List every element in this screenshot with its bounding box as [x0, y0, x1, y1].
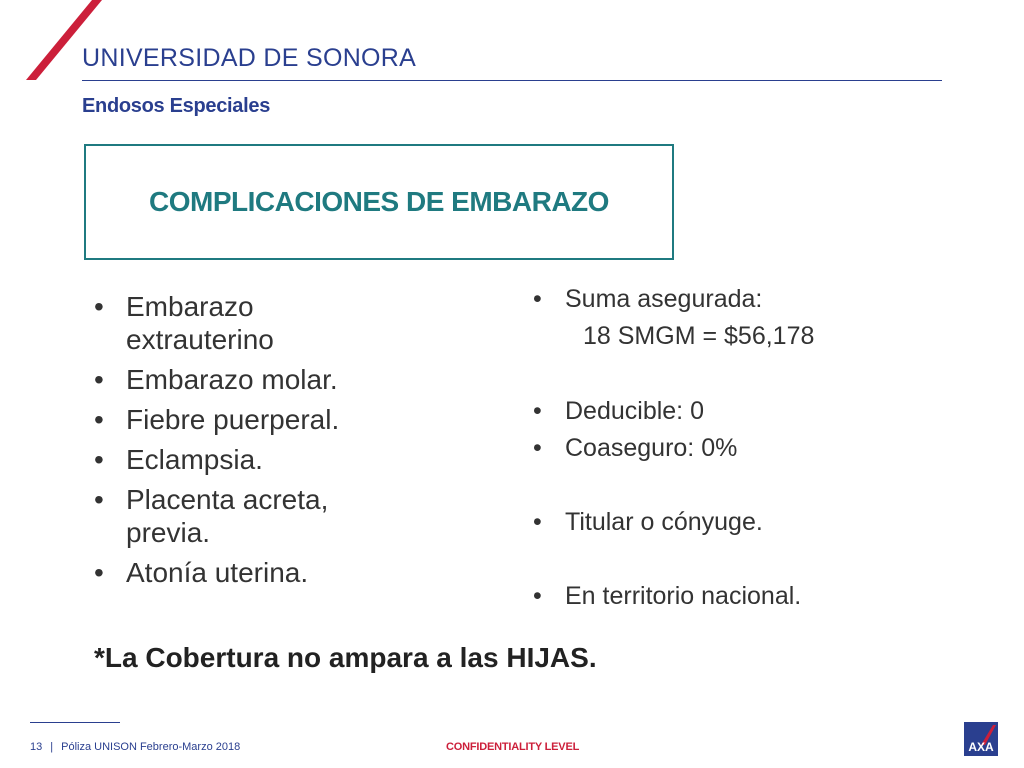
deductible-item: • Deducible: 0 [533, 397, 704, 425]
footer-divider [30, 722, 120, 723]
list-item: • Embarazo extrauterino [94, 290, 386, 356]
footer-info [30, 741, 248, 753]
header-subtitle: Endosos Especiales [82, 95, 271, 117]
list-item: • Atonía uterina. [94, 556, 424, 589]
deductible-text: Deducible: 0 [565, 397, 704, 425]
sum-insured-value: 18 SMGM = $56,178 [583, 322, 815, 350]
section-title-box [84, 144, 674, 260]
header-title: UNIVERSIDAD DE SONORA [82, 44, 417, 72]
svg-text:AXA: AXA [968, 740, 994, 754]
territory-item: • En territorio nacional. [533, 582, 802, 610]
holder-text: Titular o cónyuge. [565, 508, 763, 536]
territory-text: En territorio nacional. [565, 582, 802, 610]
axa-logo-icon [964, 722, 998, 756]
footer-separator: | [50, 741, 54, 753]
sum-insured-label: Suma asegurada: [565, 285, 763, 313]
section-title: COMPLICACIONES DE EMBARAZO [149, 186, 609, 217]
sum-insured-item: • Suma asegurada: [533, 285, 763, 313]
holder-item: • Titular o cónyuge. [533, 508, 763, 536]
confidentiality-label: CONFIDENTIALITY LEVEL [446, 741, 580, 753]
list-item: • Fiebre puerperal. [94, 403, 424, 436]
list-item: • Placenta acreta, previa. [94, 483, 386, 549]
coinsurance-item: • Coaseguro: 0% [533, 434, 738, 462]
header-divider [82, 80, 942, 81]
list-item: • Eclampsia. [94, 443, 424, 476]
coinsurance-text: Coaseguro: 0% [565, 434, 738, 462]
coverage-note: *La Cobertura no ampara a las HIJAS. [94, 642, 597, 673]
list-item: • Embarazo molar. [94, 363, 424, 396]
page-number: 13 [30, 741, 43, 753]
complications-list [94, 290, 424, 596]
document-label: Póliza UNISON Febrero-Marzo 2018 [61, 741, 241, 753]
